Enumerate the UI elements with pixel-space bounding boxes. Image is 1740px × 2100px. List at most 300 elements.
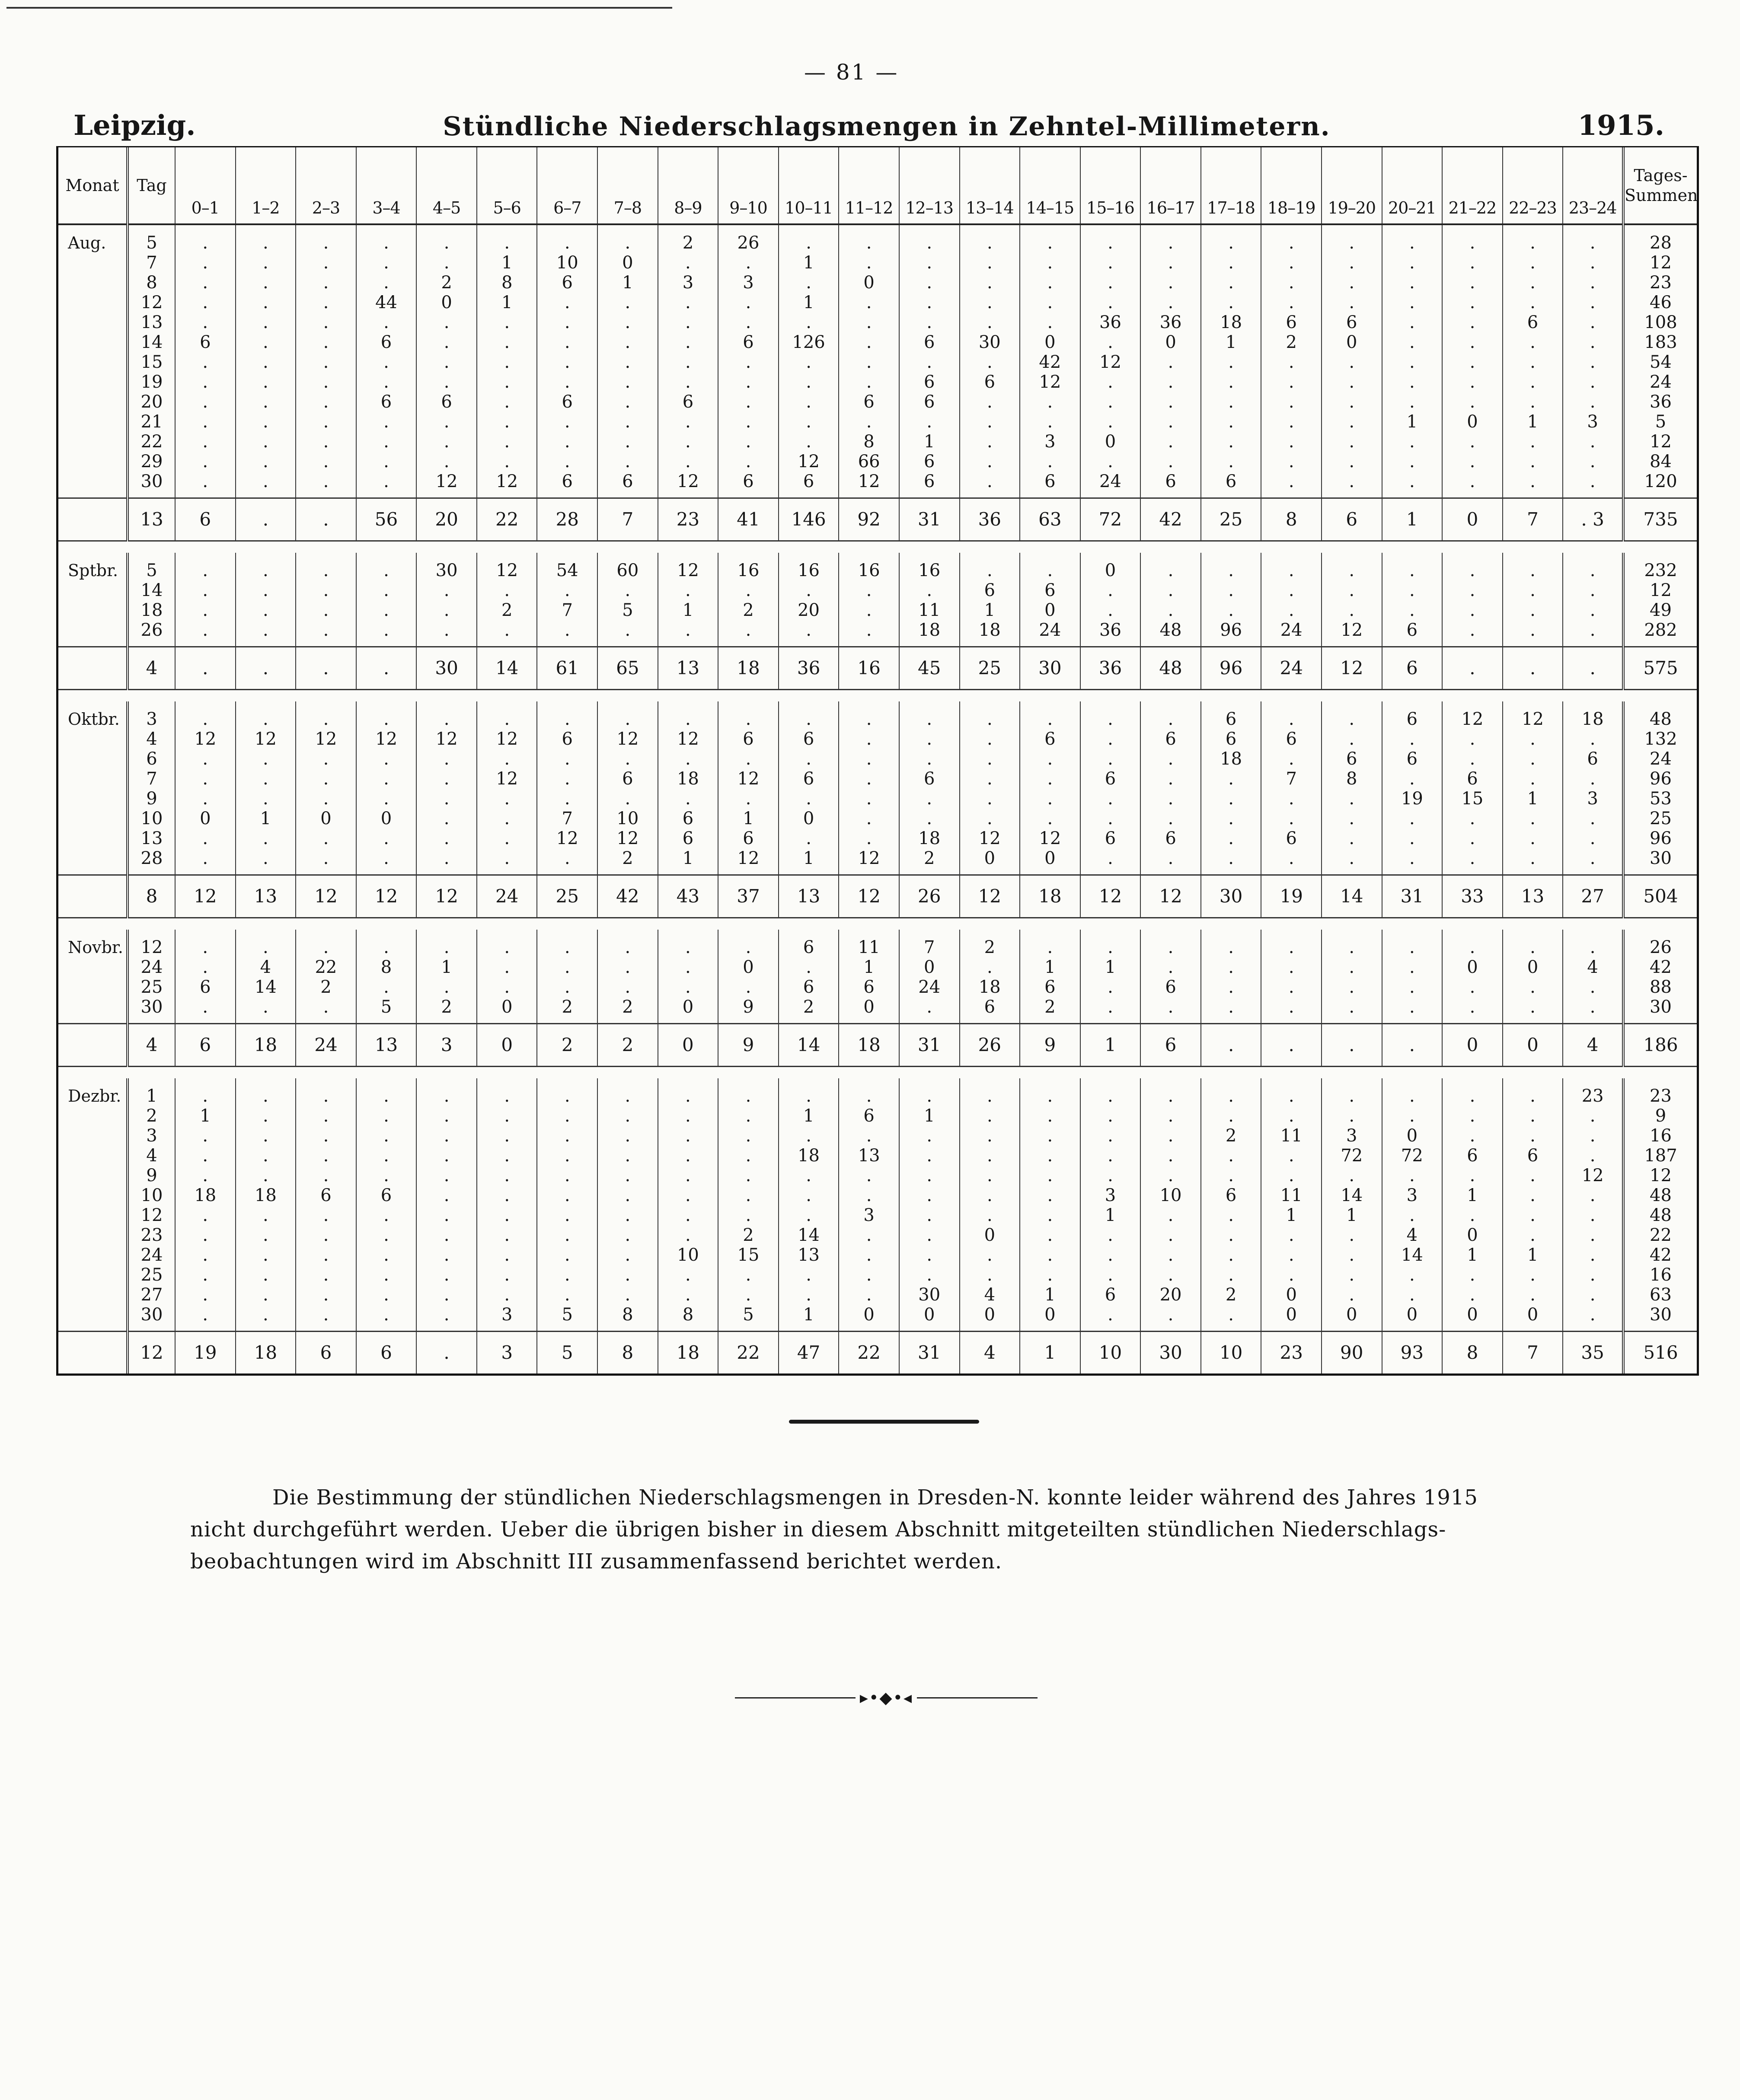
hour-total: 22 [839,1332,899,1374]
cell-value: . [1409,253,1415,273]
cell-value: . [625,1086,631,1106]
cell-value: . [1469,1086,1475,1106]
cell-value: . [323,848,329,868]
daily-sums [1623,1078,1697,1332]
cell-value: . [1168,233,1174,253]
ornament-line-right [917,1697,1038,1698]
cell-value: . [1168,253,1174,273]
cell-value: . [1469,977,1475,997]
cell-value: . [383,1225,389,1245]
cell-value: . [444,1146,450,1166]
cell-value: . [504,1285,510,1305]
total-row-blank [58,1332,128,1374]
cell-value: . [323,937,329,957]
cell-value: 0 [863,997,875,1017]
cell-value: 0 [984,1305,996,1325]
cell-value: 6 [803,729,814,749]
cell-value: . [1228,1245,1234,1265]
hour-total: 63 [1020,498,1080,541]
hour-values [718,930,779,1024]
cell-value: . [1349,809,1355,829]
cell-value: . [1349,1245,1355,1265]
cell-value: . [202,1225,208,1245]
cell-value: . [1469,352,1475,372]
cell-value: . [1168,1225,1174,1245]
cell-value: . [1228,452,1234,472]
cell-value: 22 [315,957,337,977]
cell-value: . [444,412,450,432]
cell-value: 6 [743,829,754,848]
cell-value: . [1409,957,1415,977]
cell-value: 18 [978,620,1001,640]
cell-value: . [323,580,329,600]
column-header-tagessummen: Tages-Summen [1623,147,1697,224]
cell-value: 20 [1159,1285,1182,1305]
cell-value: . [1168,1146,1174,1166]
cell-value: . [444,1265,450,1285]
cell-value: . [202,452,208,472]
cell-value: . [745,1285,751,1305]
cell-value: 1 [803,1305,814,1325]
cell-value: 8 [501,273,513,293]
total-row-blank [58,875,128,918]
cell-value: 0 [1044,332,1056,352]
cell-value: . [504,749,510,769]
cell-value: . [926,709,932,729]
hour-total: 0 [1442,498,1503,541]
cell-value: . [444,352,450,372]
cell-value: 18 [918,620,941,640]
hour-values [236,930,296,1024]
cell-value: 6 [380,1185,392,1205]
cell-value: . [504,620,510,640]
cell-value: . [1590,312,1596,332]
cell-value: 72 [1341,1146,1363,1166]
cell-value: . [504,709,510,729]
hour-values [1322,224,1382,498]
cell-value: . [866,1265,872,1285]
cell-value: . [1409,729,1415,749]
cell-value: 0 [1044,1305,1056,1325]
hour-values [1503,224,1563,498]
cell-value: . [263,312,268,332]
cell-value: 30 [918,1285,941,1305]
cell-value: . [1530,1225,1536,1245]
cell-value: . [745,709,751,729]
ornament-line-left [735,1697,856,1698]
cell-value: 6 [863,1106,875,1126]
cell-value: . [685,293,691,312]
cell-value: . [323,432,329,452]
cell-value: 12 [737,848,760,868]
cell-value: . [1409,809,1415,829]
cell-value: . [1168,293,1174,312]
cell-value: . [504,1146,510,1166]
hour-values [236,553,296,647]
cell-value: . [1288,452,1294,472]
footnote-line-1: Die Bestimmung der stündlichen Niederschlagsmengen in Dresden-N. konnte leider während des Jahres 1915 [272,1485,1478,1510]
month-sum-total: 735 [1623,498,1697,541]
cell-value: 187 [1644,1146,1677,1166]
cell-value: . [1288,600,1294,620]
cell-value: . [1590,620,1596,640]
cell-value: . [564,1225,570,1245]
cell-value: 5 [146,233,157,253]
hour-values [597,224,658,498]
hour-values [960,224,1020,498]
hour-values [1322,553,1382,647]
cell-value: . [202,1265,208,1285]
cell-value: . [504,372,510,392]
cell-value: 1 [200,1106,211,1126]
cell-value: . [383,1106,389,1126]
cell-value: . [323,1225,329,1245]
hour-values [658,553,718,647]
cell-value: . [1530,937,1536,957]
cell-value: . [323,372,329,392]
hour-values [1140,1078,1201,1332]
cell-value: . [323,1245,329,1265]
cell-value: . [202,580,208,600]
cell-value: . [383,561,389,580]
cell-value: . [263,1265,268,1285]
cell-value: 96 [1650,769,1672,789]
cell-value: . [1288,392,1294,412]
rain-day-count: 4 [128,647,175,690]
hour-values [175,224,236,498]
cell-value: . [1469,432,1475,452]
cell-value: 1 [1346,1205,1357,1225]
ornament-glyph: ▸•◆•◂ [859,1688,913,1707]
cell-value: 0 [1044,600,1056,620]
cell-value: . [202,412,208,432]
cell-value: . [1228,372,1234,392]
hour-values [1080,553,1141,647]
month-sum-total: 504 [1623,875,1697,918]
cell-value: . [1288,253,1294,273]
hour-values [1503,701,1563,875]
hour-total: 31 [899,1024,960,1067]
cell-value: . [444,977,450,997]
cell-value: . [1288,561,1294,580]
cell-value: 12 [1650,1166,1672,1185]
cell-value: . [444,937,450,957]
hour-total: 0 [1442,1024,1503,1067]
hour-total: 47 [779,1332,839,1374]
column-header-hour: 22–23 [1503,147,1563,224]
hour-total: . [1563,647,1623,690]
cell-value: . [323,352,329,372]
cell-value: . [1530,769,1536,789]
cell-value: . [1469,729,1475,749]
cell-value: . [1168,1245,1174,1265]
cell-value: . [383,432,389,452]
column-header-hour: 12–13 [899,147,960,224]
cell-value: 42 [1039,352,1061,372]
cell-value: . [1288,709,1294,729]
cell-value: . [1108,1086,1113,1106]
cell-value: . [444,1225,450,1245]
cell-value: . [926,1166,932,1185]
cell-value: . [263,1225,268,1245]
cell-value: . [1047,1265,1053,1285]
cell-value: 232 [1644,561,1677,580]
cell-value: 30 [140,472,163,491]
cell-value: . [202,372,208,392]
cell-value: . [1590,1305,1596,1325]
hour-total: 2 [537,1024,597,1067]
cell-value: . [926,809,932,829]
cell-value: . [1288,352,1294,372]
cell-value: . [1228,1146,1234,1166]
cell-value: . [1530,452,1536,472]
footnote-line-3: beobachtungen wird im Abschnitt III zusammenfassend berichtet werden. [190,1549,1002,1574]
cell-value: . [1228,432,1234,452]
cell-value: 6 [1044,977,1056,997]
cell-value: . [1228,352,1234,372]
cell-value: 48 [1650,1205,1672,1225]
cell-value: . [323,412,329,432]
cell-value: 15 [1461,789,1484,809]
hour-total: 45 [899,647,960,690]
month-total-row [58,498,1697,541]
hour-values [296,224,356,498]
cell-value: 7 [562,809,573,829]
month-sum-total: 516 [1623,1332,1697,1374]
cell-value: 4 [146,729,157,749]
cell-value: . [926,412,932,432]
cell-value: . [1288,293,1294,312]
cell-value: . [1228,412,1234,432]
hour-total: 31 [1382,875,1443,918]
cell-value: 11 [858,937,880,957]
cell-value: 1 [1527,1245,1539,1265]
cell-value: 3 [1587,412,1598,432]
cell-value: . [1469,392,1475,412]
cell-value: 132 [1644,729,1677,749]
hour-values [839,1078,899,1332]
cell-value: . [1168,769,1174,789]
hour-total: . [1322,1024,1382,1067]
hour-total: 30 [1201,875,1261,918]
hour-values [1382,224,1443,498]
cell-value: . [987,749,993,769]
cell-value: 6 [743,472,754,491]
cell-value: . [1108,392,1113,412]
cell-value: 3 [146,1126,157,1146]
cell-value: . [866,1166,872,1185]
cell-value: . [745,1166,751,1185]
cell-value: 19 [1401,789,1423,809]
cell-value: . [1409,561,1415,580]
cell-value: 19 [140,372,163,392]
cell-value: 0 [1527,1305,1539,1325]
hour-total: 6 [1140,1024,1201,1067]
cell-value: 16 [798,561,820,580]
cell-value: . [987,1205,993,1225]
hour-values [1020,553,1080,647]
cell-value: . [1228,769,1234,789]
cell-value: 0 [1406,1305,1418,1325]
cell-value: 2 [441,997,452,1017]
cell-value: . [1349,372,1355,392]
cell-value: 0 [1406,1126,1418,1146]
cell-value: 14 [254,977,277,997]
cell-value: . [564,432,570,452]
hour-values [779,553,839,647]
hour-total: . [1382,1024,1443,1067]
cell-value: . [1108,233,1113,253]
hour-values [1140,930,1201,1024]
cell-value: . [625,1225,631,1245]
cell-value: 3 [1406,1185,1418,1205]
hour-total: 13 [356,1024,417,1067]
cell-value: . [1469,600,1475,620]
hour-total: 28 [537,498,597,541]
hour-values [175,553,236,647]
hour-values [296,701,356,875]
cell-value: 20 [140,392,163,412]
cell-value: 16 [1650,1265,1672,1285]
cell-value: . [1530,472,1536,491]
cell-value: 1 [1286,1205,1297,1225]
cell-value: . [987,729,993,749]
cell-value: 2 [743,1225,754,1245]
hour-values [537,224,597,498]
hour-total: 18 [236,1024,296,1067]
cell-value: . [1590,580,1596,600]
cell-value: . [564,580,570,600]
cell-value: . [202,472,208,491]
cell-value: . [323,253,329,273]
hour-values [1140,224,1201,498]
cell-value: 6 [1346,749,1357,769]
cell-value: 1 [803,253,814,273]
cell-value: . [685,1086,691,1106]
hour-values [899,701,960,875]
cell-value: . [1469,829,1475,848]
cell-value: 29 [140,452,163,472]
cell-value: . [625,937,631,957]
cell-value: . [323,472,329,491]
cell-value: . [444,620,450,640]
cell-value: 9 [146,1166,157,1185]
cell-value: . [1349,829,1355,848]
cell-value: . [926,1265,932,1285]
cell-value: . [1530,1205,1536,1225]
cell-value: 1 [1044,957,1056,977]
cell-value: 6 [924,769,935,789]
hour-values [779,224,839,498]
cell-value: . [564,1166,570,1185]
cell-value: . [323,620,329,640]
cell-value: . [1349,848,1355,868]
column-header-hour: 16–17 [1140,147,1201,224]
cell-value: 6 [1467,1146,1478,1166]
cell-value: . [625,233,631,253]
day-list [128,553,175,647]
cell-value: . [1530,273,1536,293]
cell-value: . [625,1126,631,1146]
cell-value: 24 [140,1245,163,1265]
cell-value: . [806,1265,811,1285]
cell-value: 8 [863,432,875,452]
cell-value: 3 [146,709,157,729]
cell-value: . [1469,1166,1475,1185]
cell-value: . [745,452,751,472]
cell-value: . [1530,977,1536,997]
cell-value: 26 [1650,937,1672,957]
cell-value: 6 [200,977,211,997]
cell-value: 0 [924,957,935,977]
hour-total: 43 [658,875,718,918]
cell-value: . [564,1146,570,1166]
cell-value: . [1108,1305,1113,1325]
cell-value: . [564,620,570,640]
cell-value: . [987,709,993,729]
cell-value: . [444,1086,450,1106]
hour-values [1261,701,1322,875]
cell-value: . [685,1126,691,1146]
cell-value: . [1168,273,1174,293]
cell-value: 1 [1467,1185,1478,1205]
cell-value: . [504,432,510,452]
cell-value: . [685,1166,691,1185]
cell-value: 2 [441,273,452,293]
hour-values [416,553,477,647]
cell-value: 24 [1039,620,1061,640]
hour-values [236,224,296,498]
cell-value: . [564,332,570,352]
cell-value: . [263,1285,268,1305]
hour-values [597,553,658,647]
hour-total: 13 [236,875,296,918]
cell-value: . [202,352,208,372]
cell-value: 0 [1467,1225,1478,1245]
cell-value: . [1530,352,1536,372]
cell-value: 8 [1346,769,1357,789]
hour-values [1382,930,1443,1024]
cell-value: . [202,273,208,293]
cell-value: 6 [682,809,694,829]
cell-value: 0 [1527,957,1539,977]
cell-value: . [1047,1106,1053,1126]
cell-value: . [987,809,993,829]
cell-value: . [263,332,268,352]
cell-value: . [564,937,570,957]
cell-value: . [1288,977,1294,997]
hour-values [718,553,779,647]
cell-value: . [564,1126,570,1146]
cell-value: 12 [1461,709,1484,729]
hour-total: 3 [477,1332,537,1374]
hour-values [416,224,477,498]
cell-value: 18 [978,977,1001,997]
cell-value: . [504,789,510,809]
hour-values [1201,553,1261,647]
column-header-hour: 19–20 [1322,147,1382,224]
cell-value: 2 [1286,332,1297,352]
cell-value: . [806,312,811,332]
cell-value: . [1228,1086,1234,1106]
cell-value: . [383,1205,389,1225]
hour-total: 42 [1140,498,1201,541]
cell-value: . [1530,1106,1536,1126]
cell-value: . [745,293,751,312]
cell-value: . [926,253,932,273]
hour-values [537,553,597,647]
hour-values [1382,553,1443,647]
